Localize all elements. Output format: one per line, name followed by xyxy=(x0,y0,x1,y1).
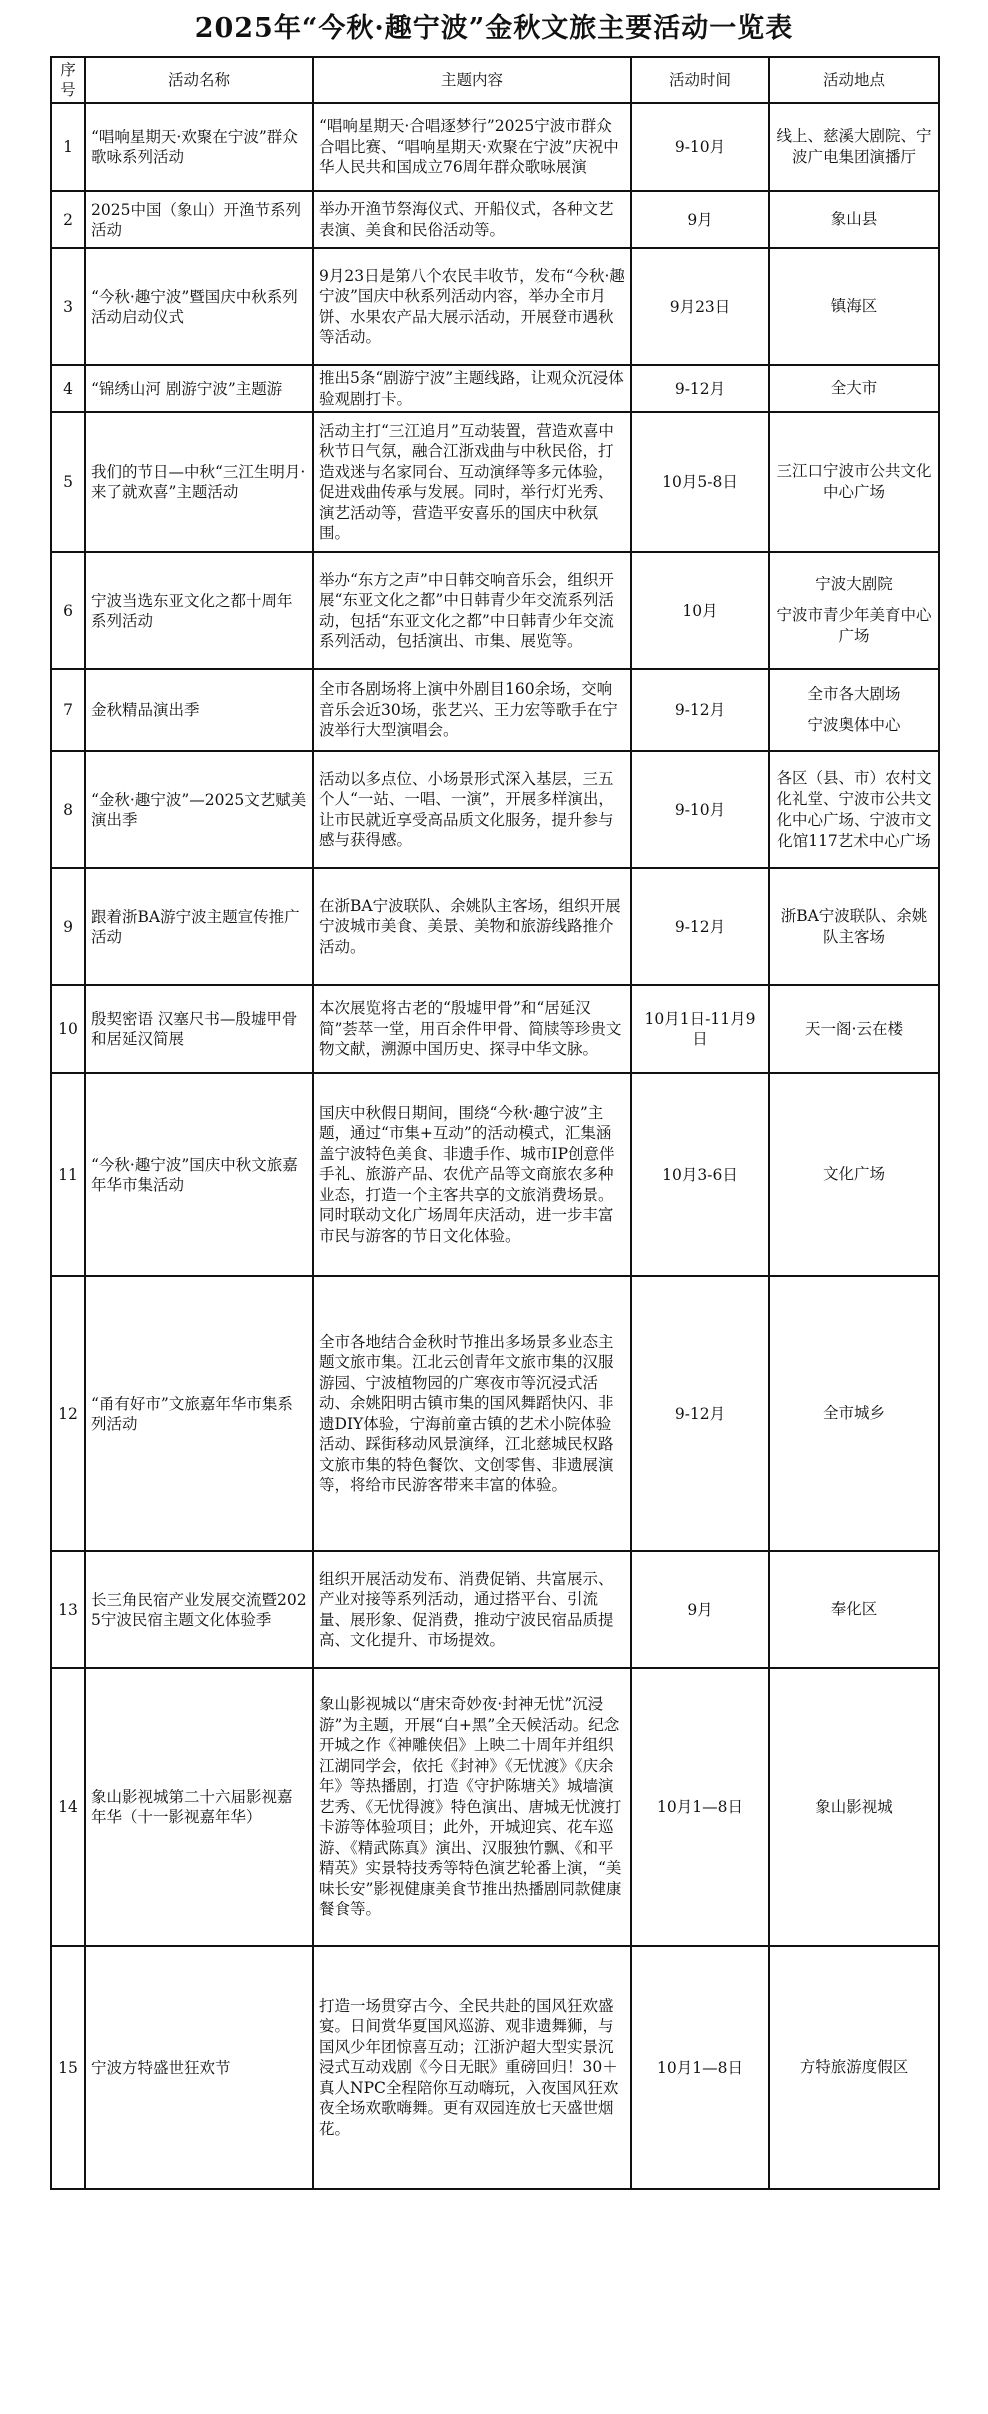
table-row xyxy=(51,669,939,751)
activity-name: 2025中国（象山）开渔节系列活动 xyxy=(85,191,313,248)
table-row xyxy=(51,1946,939,2189)
activity-place-line: 宁波奥体中心 xyxy=(807,716,901,734)
table-row xyxy=(51,751,939,868)
activity-content: 推出5条“剧游宁波”主题线路，让观众沉浸体验观剧打卡。 xyxy=(313,365,631,412)
row-number: 8 xyxy=(51,751,85,868)
activity-content: 本次展览将古老的“殷墟甲骨”和“居延汉简”荟萃一堂，用百余件甲骨、简牍等珍贵文物文献，溯源中国历史、探寻中华文脉。 xyxy=(313,985,631,1073)
activity-time: 9月23日 xyxy=(631,248,769,365)
activity-place-line: 方特旅游度假区 xyxy=(799,2058,909,2076)
activity-content: 全市各地结合金秋时节推出多场景多业态主题文旅市集。江北云创青年文旅市集的汉服游园、宁波植物园的广寒夜市等沉浸式活动、余姚阳明古镇市集的国风舞蹈快闪、非遗DIY体验，宁海前童古镇的艺术小院体验活动、踩街移动风景演绎，江北慈城民权路文旅市集的特色餐饮、文创零售、非遗展演等，将给市民游客带来丰富的体验。 xyxy=(313,1276,631,1551)
activity-content: 活动以多点位、小场景形式深入基层，三五个人“一站、一唱、一演”，开展多样演出，让市民就近享受高品质文化服务，提升参与感与获得感。 xyxy=(313,751,631,868)
activity-place xyxy=(769,365,939,412)
activity-place xyxy=(769,412,939,552)
activity-name: “今秋·趣宁波”暨国庆中秋系列活动启动仪式 xyxy=(85,248,313,365)
activity-content: 9月23日是第八个农民丰收节，发布“今秋·趣宁波”国庆中秋系列活动内容，举办全市月饼、水果农产品大展示活动，开展登市遇秋等活动。 xyxy=(313,248,631,365)
table-header-row xyxy=(51,57,939,103)
activity-content: 举办“东方之声”中日韩交响音乐会，组织开展“东亚文化之都”中日韩青少年交流系列活动，包括“东亚文化之都”中日韩青少年交流系列活动，包括演出、市集、展览等。 xyxy=(313,552,631,669)
table-row xyxy=(51,1668,939,1946)
activity-name: 宁波方特盛世狂欢节 xyxy=(85,1946,313,2189)
activity-content: 全市各剧场将上演中外剧目160余场，交响音乐会近30场，张艺兴、王力宏等歌手在宁波举行大型演唱会。 xyxy=(313,669,631,751)
activity-time: 10月1—8日 xyxy=(631,1946,769,2189)
table-row xyxy=(51,1551,939,1668)
activity-content: “唱响星期天·合唱逐梦行”2025宁波市群众合唱比赛、“唱响星期天·欢聚在宁波”庆祝中华人民共和国成立76周年群众歌咏展演 xyxy=(313,103,631,191)
row-number: 15 xyxy=(51,1946,85,2189)
activity-name: 殷契密语 汉塞尺书—殷墟甲骨和居延汉简展 xyxy=(85,985,313,1073)
activity-place xyxy=(769,868,939,985)
table-row xyxy=(51,365,939,412)
activity-place-line: 全市城乡 xyxy=(822,1404,885,1422)
activity-place xyxy=(769,552,939,669)
activity-time: 9-12月 xyxy=(631,868,769,985)
activity-place xyxy=(769,669,939,751)
activity-place xyxy=(769,103,939,191)
activity-place-line: 浙BA宁波联队、余姚队主客场 xyxy=(780,906,928,946)
activity-place xyxy=(769,1668,939,1946)
row-number: 10 xyxy=(51,985,85,1073)
page-title: 2025年“今秋·趣宁波”金秋文旅主要活动一览表 xyxy=(194,13,794,44)
activity-place-line: 文化广场 xyxy=(822,1165,885,1183)
row-number: 14 xyxy=(51,1668,85,1946)
activity-place xyxy=(769,751,939,868)
table-row xyxy=(51,1276,939,1551)
table-row xyxy=(51,1073,939,1276)
activity-place-line: 宁波大剧院 xyxy=(815,575,893,593)
row-number: 9 xyxy=(51,868,85,985)
row-number: 3 xyxy=(51,248,85,365)
activity-place xyxy=(769,248,939,365)
activity-place xyxy=(769,1073,939,1276)
row-number: 13 xyxy=(51,1551,85,1668)
activity-content: 举办开渔节祭海仪式、开船仪式，各种文艺表演、美食和民俗活动等。 xyxy=(313,191,631,248)
row-number: 6 xyxy=(51,552,85,669)
activity-time: 9-12月 xyxy=(631,1276,769,1551)
activity-time: 9月 xyxy=(631,191,769,248)
table-body xyxy=(51,103,939,2189)
activity-name: 长三角民宿产业发展交流暨2025宁波民宿主题文化体验季 xyxy=(85,1551,313,1668)
row-number: 7 xyxy=(51,669,85,751)
activity-name: “今秋·趣宁波”国庆中秋文旅嘉年华市集活动 xyxy=(85,1073,313,1276)
row-number: 12 xyxy=(51,1276,85,1551)
activity-place-line: 宁波市青少年美育中心广场 xyxy=(776,606,932,645)
table-row xyxy=(51,248,939,365)
activity-time: 10月1日-11月9日 xyxy=(631,985,769,1073)
table-row xyxy=(51,191,939,248)
activity-time: 10月 xyxy=(631,552,769,669)
activity-time: 9-12月 xyxy=(631,365,769,412)
activity-place-line: 镇海区 xyxy=(830,297,878,315)
activity-name: 宁波当选东亚文化之都十周年系列活动 xyxy=(85,552,313,669)
header-content: 主题内容 xyxy=(313,57,631,103)
activity-time: 9-10月 xyxy=(631,103,769,191)
activity-place-line: 全市各大剧场 xyxy=(807,685,901,703)
activity-time: 10月3-6日 xyxy=(631,1073,769,1276)
activity-place-line: 象山县 xyxy=(830,210,878,228)
table-row xyxy=(51,412,939,552)
activity-place-line: 象山影视城 xyxy=(815,1797,893,1816)
activity-place xyxy=(769,1946,939,2189)
header-time: 活动时间 xyxy=(631,57,769,103)
activity-name: 我们的节日—中秋“三江生明月·来了就欢喜”主题活动 xyxy=(85,412,313,552)
activity-name: “唱响星期天·欢聚在宁波”群众歌咏系列活动 xyxy=(85,103,313,191)
activity-time: 9月 xyxy=(631,1551,769,1668)
activity-name: 金秋精品演出季 xyxy=(85,669,313,751)
activity-name: 跟着浙BA游宁波主题宣传推广活动 xyxy=(85,868,313,985)
activity-place-line: 各区（县、市）农村文化礼堂、宁波市公共文化中心广场、宁波市文化馆117艺术中心广场 xyxy=(776,768,932,850)
activity-time: 10月1—8日 xyxy=(631,1668,769,1946)
activity-name: “锦绣山河 剧游宁波”主题游 xyxy=(85,365,313,412)
activity-table xyxy=(50,56,940,2190)
table-row xyxy=(51,985,939,1073)
activity-place-line: 全大市 xyxy=(830,379,878,397)
table-row xyxy=(51,103,939,191)
activity-place xyxy=(769,1276,939,1551)
activity-content: 打造一场贯穿古今、全民共赴的国风狂欢盛宴。日间赏华夏国风巡游、观非遗舞狮，与国风少年团惊喜互动；江浙沪超大型实景沉浸式互动戏剧《今日无眠》重磅回归！30＋真人NPC全程陪你互动嗨玩，入夜国风狂欢夜全场欢歌嗨舞。更有双园连放七天盛世烟花。 xyxy=(313,1946,631,2189)
table-row xyxy=(51,552,939,669)
activity-place xyxy=(769,1551,939,1668)
activity-name: 象山影视城第二十六届影视嘉年华（十一影视嘉年华） xyxy=(85,1668,313,1946)
activity-place-line: 天一阁·云在楼 xyxy=(805,1019,903,1038)
activity-time: 9-10月 xyxy=(631,751,769,868)
activity-name: “甬有好市”文旅嘉年华市集系列活动 xyxy=(85,1276,313,1551)
header-no: 序号 xyxy=(51,57,85,103)
row-number: 4 xyxy=(51,365,85,412)
activity-name: “金秋·趣宁波”—2025文艺赋美演出季 xyxy=(85,751,313,868)
activity-place-line: 三江口宁波市公共文化中心广场 xyxy=(776,462,932,501)
table-row xyxy=(51,868,939,985)
header-place: 活动地点 xyxy=(769,57,939,103)
activity-time: 9-12月 xyxy=(631,669,769,751)
activity-content: 组织开展活动发布、消费促销、共富展示、产业对接等系列活动，通过搭平台、引流量、展形象、促消费，推动宁波民宿品质提高、文化提升、市场提效。 xyxy=(313,1551,631,1668)
activity-content: 国庆中秋假日期间，围绕“今秋·趣宁波”主题，通过“市集+互动”的活动模式，汇集涵盖宁波特色美食、非遗手作、城市IP创意伴手礼、旅游产品、农优产品等文商旅农多种业态，打造一个主客共享的文旅消费场景。同时联动文化广场周年庆活动，进一步丰富市民与游客的节日文化体验。 xyxy=(313,1073,631,1276)
activity-content: 活动主打“三江追月”互动装置，营造欢喜中秋节日气氛，融合江浙戏曲与中秋民俗，打造戏迷与名家同台、互动演绎等多元体验，促进戏曲传承与发展。同时，举行灯光秀、演艺活动等，营造平安喜乐的国庆中秋氛围。 xyxy=(313,412,631,552)
activity-place-line: 奉化区 xyxy=(830,1600,878,1618)
activity-content: 象山影视城以“唐宋奇妙夜·封神无忧”沉浸游”为主题，开展“白+黑”全天候活动。纪念开城之作《神雕侠侣》上映二十周年并组织江湖同学会，依托《封神》《无忧渡》《庆余年》等热播剧，打造《守护陈塘关》城墙演艺秀、《无忧得渡》特色演出、唐城无忧渡打卡游等体验项目；此外，开城迎宾、花车巡游、《精武陈真》演出、汉服独竹飘、《和平精英》实景特技秀等特色演艺轮番上演，“美味长安”影视健康美食节推出热播剧同款健康餐食等。 xyxy=(313,1668,631,1946)
activity-place-line: 线上、慈溪大剧院、宁波广电集团演播厅 xyxy=(776,127,932,166)
activity-place xyxy=(769,191,939,248)
row-number: 11 xyxy=(51,1073,85,1276)
activity-time: 10月5-8日 xyxy=(631,412,769,552)
activity-place xyxy=(769,985,939,1073)
header-name: 活动名称 xyxy=(85,57,313,103)
row-number: 5 xyxy=(51,412,85,552)
activity-content: 在浙BA宁波联队、余姚队主客场，组织开展宁波城市美食、美景、美物和旅游线路推介活动。 xyxy=(313,868,631,985)
row-number: 1 xyxy=(51,103,85,191)
row-number: 2 xyxy=(51,191,85,248)
